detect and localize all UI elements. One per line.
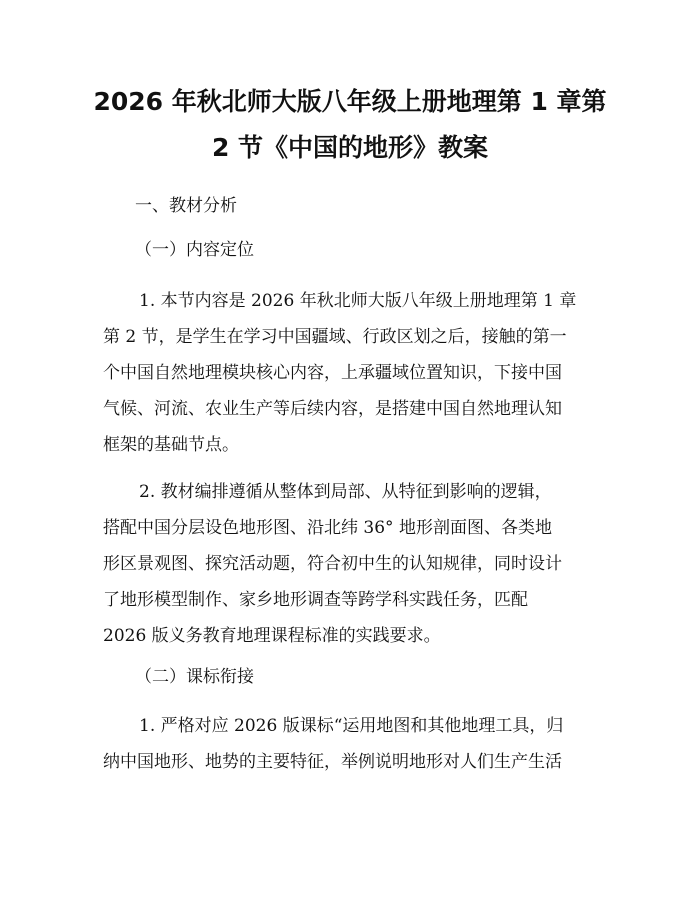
paragraph-line: 形区景观图、探究活动题，符合初中生的认知规律，同时设计 (103, 554, 562, 574)
paragraph-line: 气候、河流、农业生产等后续内容，是搭建中国自然地理认知 (103, 399, 562, 419)
section-heading-textbook-analysis: 一、教材分析 (135, 196, 237, 216)
paragraph-line: 纳中国地形、地势的主要特征，举例说明地形对人们生产生活 (103, 752, 562, 772)
paragraph-line: 1. 严格对应 2026 版课标“运用地图和其他地理工具，归 (139, 716, 564, 736)
paragraph-content-positioning-1 (103, 283, 600, 463)
paragraph-content-positioning-2 (103, 474, 600, 654)
subsection-heading-curriculum-alignment: （二）课标衔接 (135, 667, 254, 687)
paragraph-line: 2026 版义务教育地理课程标准的实践要求。 (103, 626, 441, 646)
paragraph-line: 1. 本节内容是 2026 年秋北师大版八年级上册地理第 1 章 (139, 291, 577, 311)
subsection-heading-content-positioning: （一）内容定位 (135, 240, 254, 260)
paragraph-line: 个中国自然地理模块核心内容，上承疆域位置知识，下接中国 (103, 363, 562, 383)
document-title-line-2: 2 节《中国的地形》教案 (211, 133, 489, 162)
paragraph-curriculum-alignment-1 (103, 708, 600, 780)
paragraph-line: 第 2 节，是学生在学习中国疆域、行政区划之后，接触的第一 (103, 327, 567, 347)
paragraph-line: 搭配中国分层设色地形图、沿北纬 36° 地形剖面图、各类地 (103, 518, 552, 538)
document-title-line-1: 2026 年秋北师大版八年级上册地理第 1 章第 (93, 87, 607, 116)
paragraph-line: 2. 教材编排遵循从整体到局部、从特征到影响的逻辑， (139, 482, 552, 502)
paragraph-line: 了地形模型制作、家乡地形调查等跨学科实践任务，匹配 (103, 590, 528, 610)
paragraph-line: 框架的基础节点。 (103, 435, 239, 455)
